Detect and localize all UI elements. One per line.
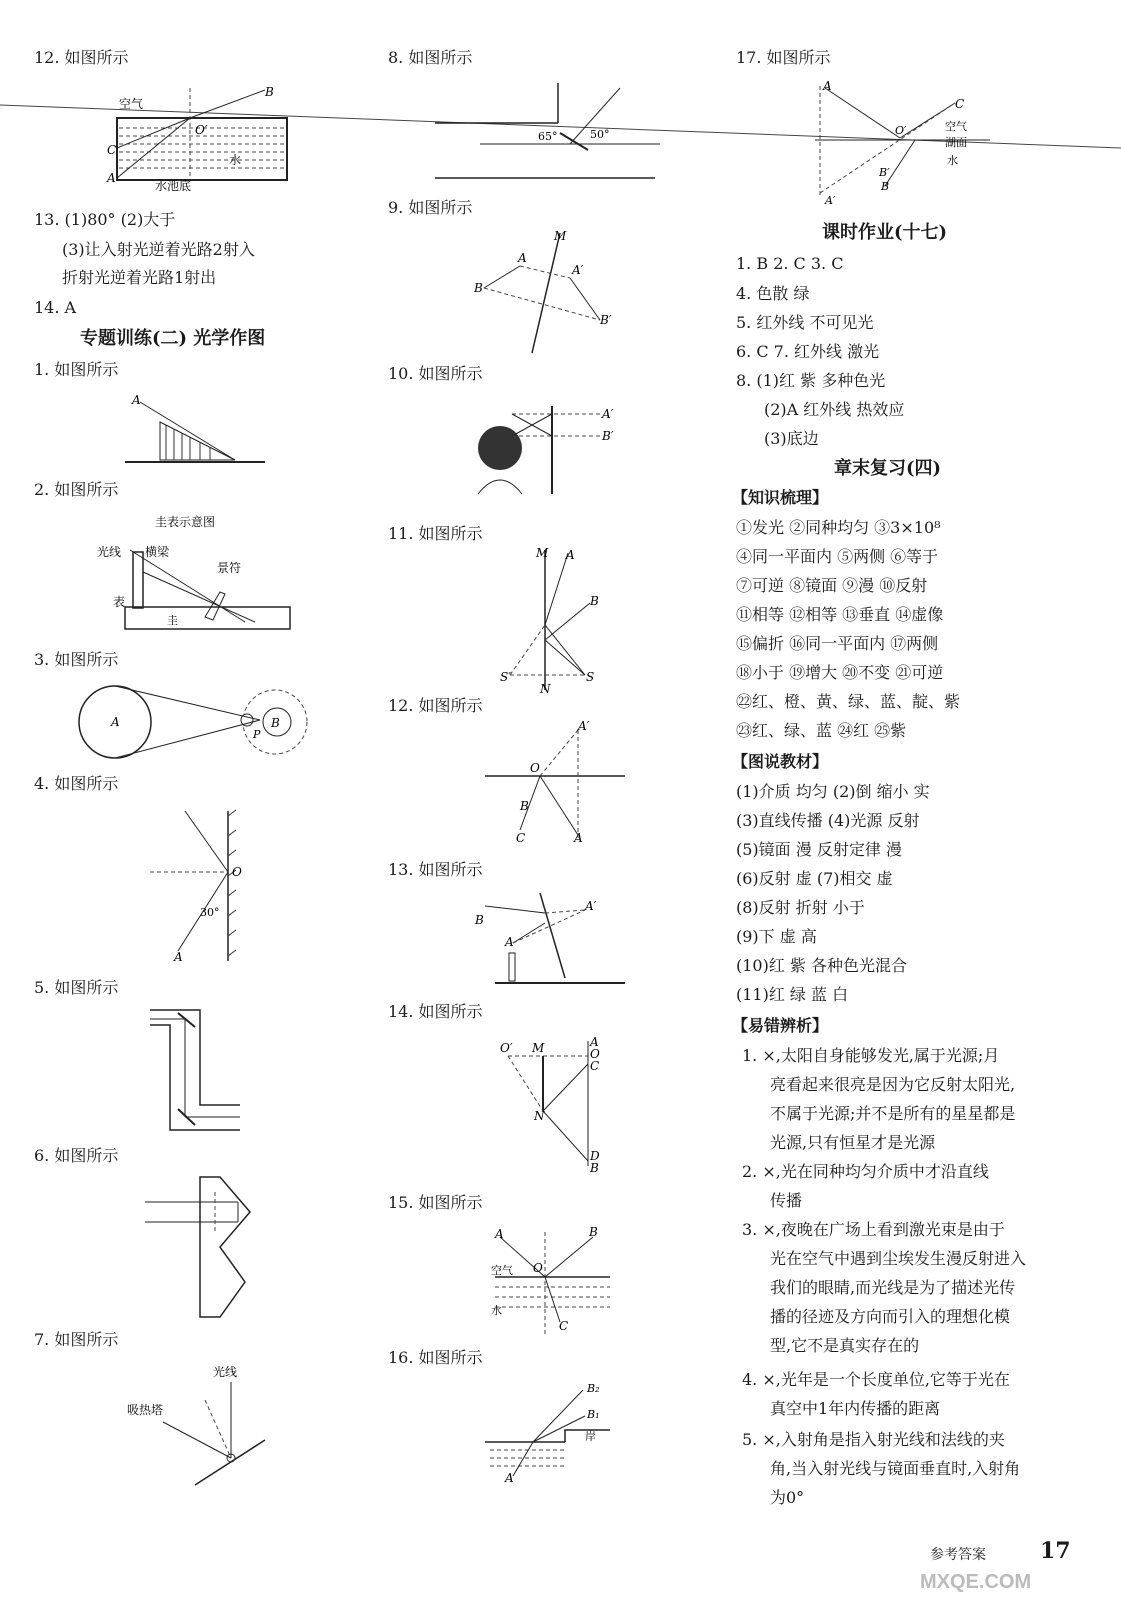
svg-text:B′: B′ [600, 313, 612, 327]
answer-line: 5. ×,入射角是指入射光线和法线的夹 [742, 1430, 1005, 1449]
answer-line: (1)介质 均匀 (2)倒 缩小 实 [736, 782, 930, 801]
svg-text:圭表示意图: 圭表示意图 [155, 515, 216, 529]
answer-line: 亮看起来很亮是因为它反射太阳光, [770, 1075, 1016, 1094]
q12-figure [105, 78, 305, 193]
watermark: MXQE.COM [920, 1571, 1032, 1593]
svg-text:水池底: 水池底 [155, 179, 192, 193]
svg-text:A: A [518, 251, 527, 265]
footer-label: 参考答案 [930, 1547, 986, 1563]
answer-line: ⑮偏折 ⑯同一平面内 ⑰两侧 [736, 634, 939, 653]
answer-line: (5)镜面 漫 反射定律 漫 [736, 840, 902, 859]
svg-text:A′: A′ [578, 720, 590, 733]
svg-text:B: B [590, 594, 599, 608]
answer-line: (3)底边 [764, 429, 819, 448]
section-title-review: 章末复习(四) [834, 458, 942, 479]
svg-text:A′: A′ [585, 899, 597, 913]
p11-label: 11. 如图所示 [388, 524, 483, 543]
svg-text:A: A [107, 171, 116, 185]
svg-text:O: O [530, 761, 540, 775]
answer-line: 3. ×,夜晚在广场上看到激光束是由于 [742, 1220, 1005, 1239]
p2-label: 2. 如图所示 [34, 480, 119, 499]
answer-line: 6. C 7. 红外线 激光 [736, 342, 880, 361]
answer-line: 我们的眼睛,而光线是为了描述光传 [770, 1278, 1016, 1297]
answer-line: ④同一平面内 ⑤两侧 ⑥等于 [736, 547, 939, 566]
svg-text:光线: 光线 [213, 1365, 238, 1379]
svg-text:B: B [520, 799, 529, 813]
svg-text:水: 水 [491, 1304, 502, 1317]
svg-text:C: C [516, 831, 526, 845]
answer-line: 光在空气中遇到尘埃发生漫反射进入 [770, 1249, 1027, 1268]
svg-text:表: 表 [113, 595, 126, 609]
p4-figure [140, 806, 250, 966]
p13-label: 13. 如图所示 [388, 860, 483, 879]
answer-line: 不属于光源;并不是所有的星星都是 [770, 1104, 1016, 1123]
answer-line: (2)A 红外线 热效应 [764, 400, 905, 419]
p17-label: 17. 如图所示 [736, 48, 831, 67]
svg-text:O′: O′ [500, 1041, 513, 1055]
svg-text:50°: 50° [590, 128, 610, 141]
svg-text:B₁: B₁ [587, 1408, 600, 1421]
svg-text:B: B [475, 913, 484, 927]
svg-text:B₂: B₂ [587, 1382, 600, 1395]
svg-text:O: O [232, 865, 242, 879]
p6-label: 6. 如图所示 [34, 1146, 119, 1165]
answer-line: 4. 色散 绿 [736, 284, 810, 303]
svg-text:A′: A′ [825, 194, 836, 207]
answer-line: 1. B 2. C 3. C [736, 254, 844, 273]
p16-label: 16. 如图所示 [388, 1348, 483, 1367]
p5-figure [140, 1005, 250, 1135]
p3-label: 3. 如图所示 [34, 650, 119, 669]
p7-figure [125, 1360, 270, 1490]
svg-text:B: B [589, 1225, 598, 1239]
subsection-heading: 【知识梳理】 [732, 488, 829, 507]
answer-line: (9)下 虚 高 [736, 927, 817, 946]
svg-text:D: D [590, 1149, 600, 1163]
svg-text:B: B [590, 1161, 599, 1175]
p6-figure [140, 1172, 270, 1322]
svg-text:O: O [533, 1261, 543, 1275]
svg-text:M: M [554, 229, 567, 243]
answer-line: 光源,只有恒星才是光源 [770, 1133, 936, 1152]
answer-line: (3)直线传播 (4)光源 反射 [736, 811, 920, 830]
subsection-heading: 【易错辨析】 [732, 1016, 829, 1035]
answer-line: ㉒红、橙、黄、绿、蓝、靛、紫 [736, 692, 961, 711]
svg-text:水: 水 [947, 154, 958, 167]
p9-figure [470, 228, 640, 356]
svg-text:岸: 岸 [585, 1430, 596, 1443]
answer-line: (8)反射 折射 小于 [736, 898, 865, 917]
answer-line: 8. (1)红 紫 多种色光 [736, 371, 886, 390]
subsection-heading: 【图说教材】 [732, 752, 829, 771]
svg-text:C: C [107, 143, 117, 157]
svg-text:景符: 景符 [217, 561, 242, 575]
p16-figure [485, 1378, 615, 1488]
answer-line: (11)红 绿 蓝 白 [736, 985, 849, 1004]
answer-line: ⑱小于 ⑲增大 ⑳不变 ㉑可逆 [736, 663, 944, 682]
svg-text:30°: 30° [200, 906, 220, 919]
answer-line: 5. 红外线 不可见光 [736, 313, 874, 332]
p14-label: 14. 如图所示 [388, 1002, 483, 1021]
p12-figure [480, 720, 630, 845]
p1-label: 1. 如图所示 [34, 360, 119, 379]
svg-text:A: A [174, 950, 183, 964]
p8-figure [430, 78, 660, 186]
svg-text:B: B [474, 281, 483, 295]
svg-text:B: B [271, 716, 280, 730]
answer-line: 播的径迹及方向而引入的理想化模 [770, 1307, 1011, 1326]
p2-figure [95, 512, 295, 637]
answer-line: (6)反射 虚 (7)相交 虚 [736, 869, 893, 888]
p15-figure [485, 1222, 615, 1342]
svg-text:空气: 空气 [491, 1264, 513, 1277]
answer-line: 角,当入射光线与镜面垂直时,入射角 [770, 1459, 1021, 1478]
svg-text:C: C [559, 1319, 569, 1333]
q12-label: 12. 如图所示 [34, 48, 129, 67]
answer-line: 传播 [770, 1191, 803, 1210]
svg-text:A′: A′ [572, 263, 584, 277]
answer-line: 真空中1年内传播的距离 [770, 1399, 941, 1418]
p12-label: 12. 如图所示 [388, 696, 483, 715]
answer-line: 1. ×,太阳自身能够发光,属于光源;月 [742, 1046, 1000, 1065]
answer-line: ⑦可逆 ⑧镜面 ⑨漫 ⑩反射 [736, 576, 928, 595]
p10-label: 10. 如图所示 [388, 364, 483, 383]
p14-figure [498, 1036, 608, 1176]
p11-figure [500, 545, 610, 695]
svg-text:P: P [253, 728, 261, 741]
q14: 14. A [34, 298, 77, 317]
answer-line: ⑪相等 ⑫相等 ⑬垂直 ⑭虚像 [736, 605, 944, 624]
svg-text:M: M [532, 1041, 545, 1055]
svg-text:圭: 圭 [167, 614, 178, 627]
svg-text:C: C [590, 1059, 600, 1073]
answer-line: (10)红 紫 各种色光混合 [736, 956, 908, 975]
svg-text:C: C [955, 97, 965, 111]
p5-label: 5. 如图所示 [34, 978, 119, 997]
p8-label: 8. 如图所示 [388, 48, 473, 67]
svg-text:A: A [132, 393, 141, 407]
svg-text:A: A [505, 935, 514, 949]
svg-text:吸热塔: 吸热塔 [127, 1403, 164, 1417]
fig-label: 空气 [119, 97, 144, 111]
svg-text:A′: A′ [602, 407, 614, 421]
svg-text:A: A [111, 715, 120, 729]
p13-figure [465, 888, 630, 988]
p3-figure [75, 680, 310, 770]
page-number: 17 [1040, 1538, 1071, 1564]
p1-figure [120, 392, 270, 467]
svg-text:B: B [265, 85, 274, 99]
svg-text:S′: S′ [500, 670, 511, 684]
svg-text:A: A [505, 1471, 514, 1485]
svg-text:A: A [566, 548, 575, 562]
p7-label: 7. 如图所示 [34, 1330, 119, 1349]
svg-text:S: S [586, 670, 595, 684]
svg-text:O′: O′ [195, 123, 208, 137]
answer-line: 4. ×,光年是一个长度单位,它等于光在 [742, 1370, 1010, 1389]
svg-text:N: N [540, 682, 551, 695]
svg-text:M: M [536, 546, 549, 560]
svg-text:O′: O′ [895, 124, 907, 137]
svg-text:A: A [495, 1227, 504, 1241]
svg-text:A: A [574, 831, 583, 845]
svg-text:横梁: 横梁 [145, 545, 170, 559]
answer-line: 2. ×,光在同种均匀介质中才沿直线 [742, 1162, 989, 1181]
p4-label: 4. 如图所示 [34, 774, 119, 793]
svg-text:O: O [590, 1047, 600, 1061]
section-title: 专题训练(二) 光学作图 [80, 328, 266, 349]
answer-line: 为0° [770, 1488, 805, 1507]
answer-line: 型,它不是真实存在的 [770, 1336, 920, 1355]
p10-figure [470, 396, 630, 496]
svg-text:N: N [534, 1109, 545, 1123]
p15-label: 15. 如图所示 [388, 1193, 483, 1212]
svg-text:B: B [881, 180, 890, 193]
answer-line: ①发光 ②同种均匀 ③3×10⁸ [736, 518, 941, 537]
svg-text:B′: B′ [879, 166, 890, 179]
p17-figure [805, 78, 1005, 208]
q13-line1: 13. (1)80° (2)大于 [34, 210, 176, 229]
svg-text:水: 水 [229, 153, 242, 167]
q13-line3: 折射光逆着光路1射出 [62, 268, 217, 287]
section-title-17: 课时作业(十七) [822, 222, 948, 243]
answer-line: ㉓红、绿、蓝 ㉔红 ㉕紫 [736, 721, 907, 740]
p9-label: 9. 如图所示 [388, 198, 473, 217]
svg-text:A: A [823, 79, 832, 93]
svg-text:湖面: 湖面 [945, 136, 967, 149]
svg-text:B′: B′ [602, 429, 614, 443]
svg-text:65°: 65° [538, 130, 558, 143]
svg-text:光线: 光线 [97, 545, 122, 559]
svg-text:空气: 空气 [945, 120, 967, 133]
q13-line2: (3)让入射光逆着光路2射入 [62, 240, 255, 259]
svg-text:A: A [590, 1036, 599, 1049]
